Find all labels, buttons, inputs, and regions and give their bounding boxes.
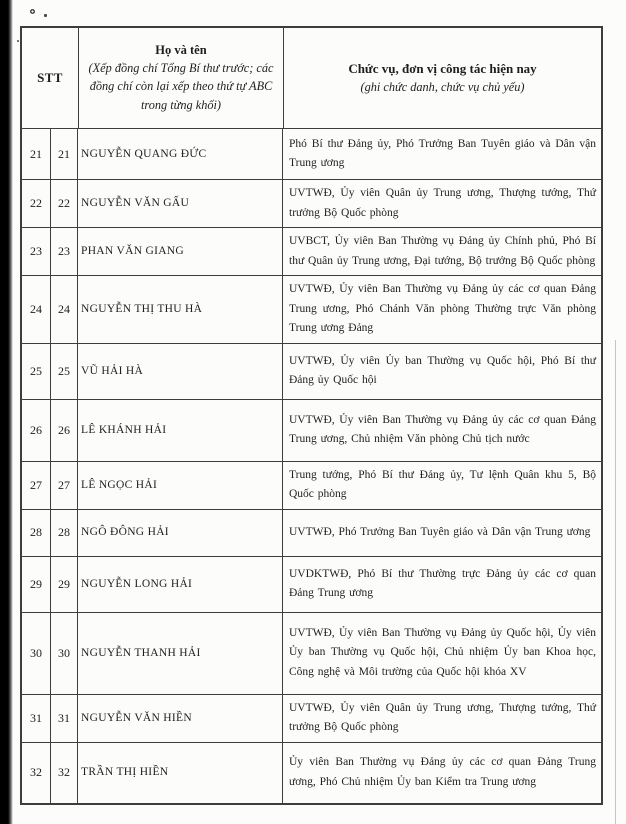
table-row [22,343,601,399]
row-number-secondary: 30 [50,613,77,694]
table-header-row [22,28,601,128]
table-row [22,399,601,461]
table-row [22,509,601,556]
scan-dot [44,14,47,17]
person-position [282,557,601,612]
scan-dot [30,9,35,14]
row-number-secondary: 27 [50,462,77,509]
row-number-primary: 31 [30,710,42,725]
person-position [282,743,601,803]
table-row [22,461,601,509]
person-position [282,462,601,509]
person-name: TRẦN THỊ HIỀN [77,743,282,803]
row-number-secondary: 32 [50,743,77,803]
row-number-secondary: 26 [50,400,77,461]
person-position-text: UVTWĐ, Ủy viên Ban Thường vụ Đảng ủy các cơ quan Đảng Trung ương, Phó Chánh Văn phòng Thường trực Văn phòng Trung ương Đảng [289,283,596,334]
table-row [22,128,601,179]
table-row [22,556,601,612]
row-number-primary: 22 [30,196,42,210]
name-header-title: Họ và tên [155,42,207,57]
person-position-text: UVTWĐ, Phó Trưởng Ban Tuyên giáo và Dân vận Trung ương [289,525,591,538]
person-position [282,228,601,275]
row-number-secondary: 23 [50,228,77,275]
person-position [282,400,601,461]
row-number-secondary: 25 [50,344,77,399]
table-row [22,612,601,694]
person-position [282,613,601,694]
table-row [22,694,601,742]
officials-table [20,26,603,805]
person-name: NGUYỄN LONG HẢI [77,557,282,612]
position-header-title: Chức vụ, đơn vị công tác hiện nay [348,60,537,76]
table-row [22,275,601,343]
person-position-text: UVTWĐ, Ủy viên Quân ủy Trung ương, Thượng tướng, Thứ trưởng Bộ Quốc phòng [289,701,596,733]
person-position-text: UVTWĐ, Ủy viên Quân ủy Trung ương, Thượng tướng, Thứ trưởng Bộ Quốc phòng [289,187,596,219]
person-position [282,344,601,399]
person-name: NGUYỄN THỊ THU HÀ [77,276,282,343]
person-position-text: UVTWĐ, Ủy viên Ban Thường vụ Đảng ủy Quốc hội, Ủy viên Ủy ban Thường vụ Quốc hội, Chủ nhiệm Ủy ban Khoa học, Công nghệ và Môi trường của Quốc hội khóa XV [289,626,596,678]
row-number-primary: 23 [30,244,42,258]
person-position-text: UVTWĐ, Ủy viên Ban Thường vụ Đảng ủy các cơ quan Đảng Trung ương, Chủ nhiệm Văn phòng Chủ tịch nước [289,413,596,445]
row-number-secondary: 24 [50,276,77,343]
table-row [22,179,601,227]
row-number-primary: 32 [30,765,42,779]
table-row [22,227,601,275]
row-number-primary: 26 [30,422,42,437]
row-number-primary: 21 [30,146,42,161]
person-position [282,695,601,742]
person-name: NGUYỄN VĂN GẤU [77,180,282,227]
person-position-text: UVDKTWĐ, Phó Bí thư Thường trực Đảng ủy các cơ quan Đảng Trung ương [289,567,596,599]
person-position-text: Phó Bí thư Đảng ủy, Phó Trưởng Ban Tuyên giáo và Dân vận Trung ương [289,137,596,169]
person-position [282,129,601,179]
row-number-primary: 28 [30,525,42,539]
row-number-primary: 30 [30,645,42,660]
person-name: PHAN VĂN GIANG [77,228,282,275]
scan-dot [17,40,19,42]
name-column-header [78,28,283,128]
person-name: NGUYỄN QUANG ĐỨC [77,129,282,179]
scan-edge-right [615,340,616,824]
person-position [282,276,601,343]
person-name: VŨ HẢI HÀ [77,344,282,399]
row-number-secondary: 31 [50,695,77,742]
person-position-text: UVTWĐ, Ủy viên Ủy ban Thường vụ Quốc hội, Phó Bí thư Đảng ủy Quốc hội [289,354,596,386]
person-name: LÊ KHÁNH HẢI [77,400,282,461]
person-position [282,180,601,227]
person-name: NGUYỄN VĂN HIỀN [77,695,282,742]
person-position-text: Trung tướng, Phó Bí thư Đảng ủy, Tư lệnh Quân khu 5, Bộ Quốc phòng [289,468,596,500]
row-number-secondary: 22 [50,180,77,227]
position-header-note: (ghi chức danh, chức vụ chủ yếu) [360,79,525,94]
position-column-header [283,28,601,128]
person-position [282,510,601,556]
person-position-text: Ủy viên Ban Thường vụ Đảng ủy các cơ quan Đảng Trung ương, Phó Chủ nhiệm Ủy ban Kiểm tra Trung ương [289,756,596,788]
row-number-secondary: 28 [50,510,77,556]
row-number-primary: 24 [30,301,42,316]
row-number-secondary: 29 [50,557,77,612]
person-name: LÊ NGỌC HẢI [77,462,282,509]
scan-edge-left [0,0,13,824]
row-number-primary: 29 [30,576,42,591]
person-name: NGÔ ĐÔNG HẢI [77,510,282,556]
row-number-secondary: 21 [50,129,77,179]
row-number-primary: 27 [30,477,42,492]
person-name: NGUYỄN THANH HẢI [77,613,282,694]
row-number-primary: 25 [30,363,42,378]
table-row [22,742,601,803]
person-position-text: UVBCT, Ủy viên Ban Thường vụ Đảng ủy Chính phủ, Phó Bí thư Quân ủy Trung ương, Đại tướng, Bộ trưởng Bộ Quốc phòng [289,235,596,267]
stt-column-header: STT [37,70,63,85]
name-header-note: (Xếp đồng chí Tổng Bí thư trước; các đồng chí còn lại xếp theo thứ tự ABC trong từng khối) [88,60,274,112]
